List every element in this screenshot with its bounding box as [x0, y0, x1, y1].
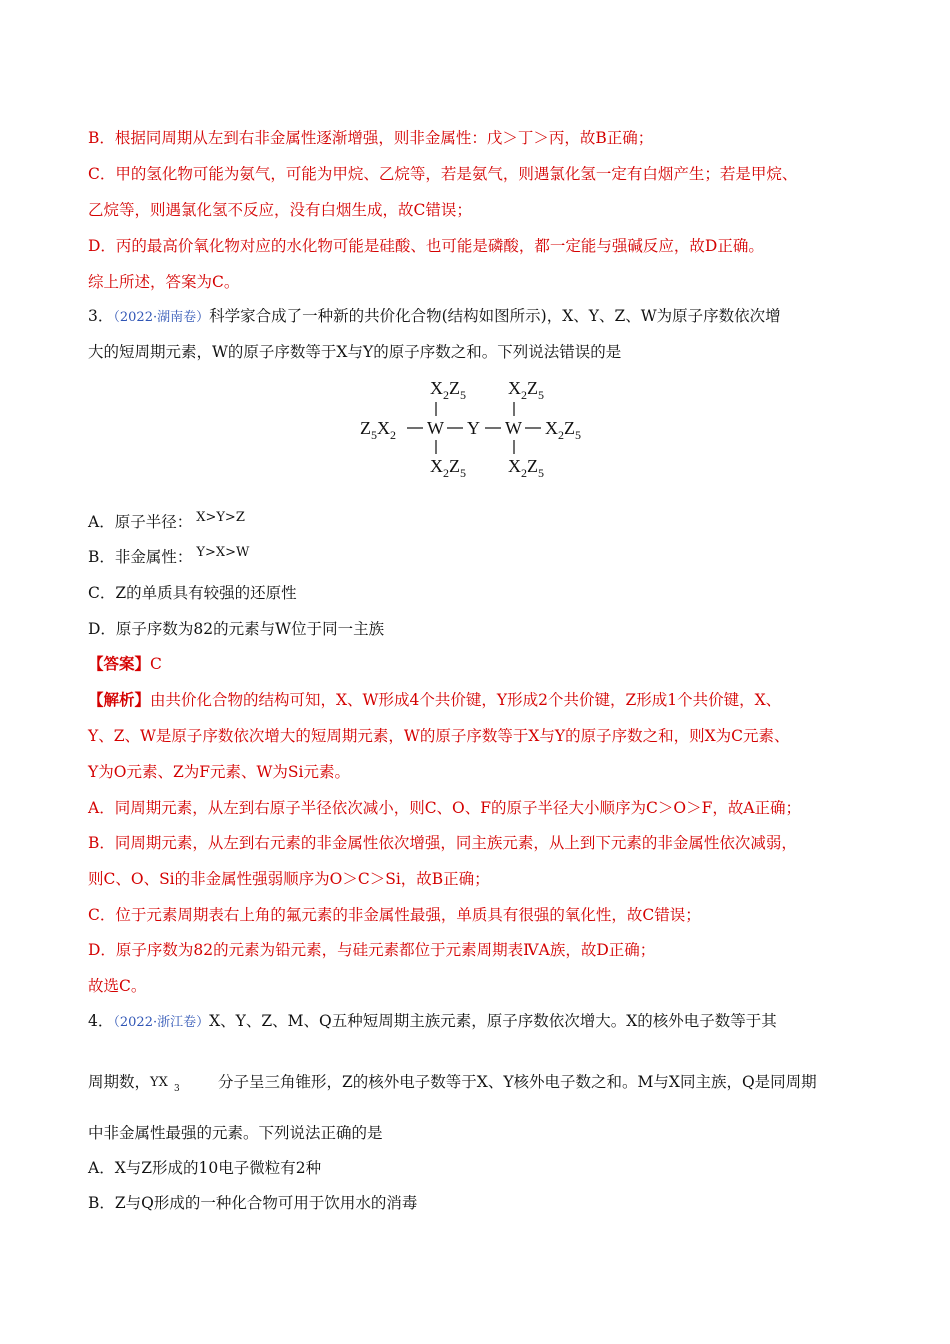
q3-option-a: A．原子半径： $^{X>Y>Z}$ — [88, 510, 245, 531]
q3-option-a-value: X>Y>Z — [196, 510, 245, 525]
structure-bottom-right-group: $X_2Z_5$ — [508, 456, 544, 480]
q3-stem-line-2: 大的短周期元素，W的原子序数等于X与Y的原子序数之和。下列说法错误的是 — [88, 343, 622, 361]
answer-value: C — [150, 655, 162, 673]
q4-stem-line-1 — [88, 1011, 777, 1033]
q4-stem-line-3: 中非金属性最强的元素。下列说法正确的是 — [88, 1124, 383, 1142]
q3-option-d: D．原子序数为82的元素与W位于同一主族 — [88, 620, 385, 638]
q4-source: （2022·浙江卷） — [113, 1015, 210, 1030]
q3-stem-text: 科学家合成了一种新的共价化合物(结构如图所示)，X、Y、Z、W为原子序数依次增 — [209, 307, 781, 325]
q3-option-c: C．Z的单质具有较强的还原性 — [88, 584, 297, 602]
q4-option-b: B．Z与Q形成的一种化合物可用于饮用水的消毒 — [88, 1194, 418, 1212]
q3-answer — [88, 654, 162, 674]
structure-right-group: $X_2Z_5$ — [545, 418, 581, 442]
q3-analysis-line-2: Y、Z、W是原子序数依次增大的短周期元素，W的原子序数等于X与Y的原子序数之和，则X为C元素、 — [88, 727, 790, 745]
q4-stem-line-2: 周期数， YX 3 分子呈三角锥形，Z的核外电子数等于X、Y核外电子数之和。M与X同主族，Q是同周期 — [88, 1073, 817, 1094]
q3-analysis-line-3: Y为O元素、Z为F元素、W为Si元素。 — [88, 763, 350, 781]
structure-top-right-group: $X_2Z_5$ — [508, 378, 544, 402]
q3-analysis-option-b-1: B．同周期元素，从左到右元素的非金属性依次增强，同主族元素，从上到下元素的非金属性依次减弱， — [88, 834, 797, 852]
structure-top-left-group: $X_2Z_5$ — [430, 378, 466, 402]
q3-analysis-line-1: 【解析】由共价化合物的结构可知，X、W形成4个共价键，Y形成2个共价键，Z形成1个共价键，X、 — [88, 690, 782, 709]
answer-tag: 【答案】 — [88, 654, 151, 673]
structure-left-group: $Z_5X_2$ — [360, 418, 396, 442]
q4-stem-text: X、Y、Z、M、Q五种短周期主族元素，原子序数依次增大。X的核外电子数等于其 — [209, 1012, 777, 1030]
q4-option-a: A．X与Z形成的10电子微粒有2种 — [88, 1159, 322, 1177]
structure-bottom-left-group: $X_2Z_5$ — [430, 456, 466, 480]
q4-number: 4． — [88, 1012, 114, 1030]
q3-analysis-option-d: D．原子序数为82的元素为铅元素，与硅元素都位于元素周期表ⅣA族，故D正确； — [88, 941, 656, 959]
q3-option-b: B．非金属性： $^{Y>X>W}$ — [88, 545, 250, 566]
q3-source: （2022·湖南卷） — [113, 310, 210, 325]
q3-analysis-option-c: C．位于元素周期表右上角的氟元素的非金属性最强，单质具有很强的氧化性，故C错误； — [88, 906, 701, 924]
q3-option-b-value: Y>X>W — [196, 545, 250, 560]
q3-structure-diagram — [355, 372, 605, 487]
q3-analysis-option-a: A．同周期元素，从左到右原子半径依次减小，则C、O、F的原子半径大小顺序为C＞O＞F，故A正确； — [88, 799, 802, 817]
prev-summary: 综上所述，答案为C。 — [88, 273, 240, 291]
q3-number: 3． — [88, 307, 114, 325]
prev-option-b-explanation: B．根据同周期从左到右非金属性逐渐增强，则非金属性：戊＞丁＞丙，故B正确； — [88, 129, 654, 147]
prev-option-c-explanation-1: C．甲的氢化物可能为氨气，可能为甲烷、乙烷等，若是氨气，则遇氯化氢一定有白烟产生；若是甲烷、 — [88, 165, 798, 183]
analysis-tag: 【解析】 — [88, 690, 151, 709]
q3-stem-line-1 — [88, 306, 781, 328]
structure-y: Y — [467, 418, 480, 438]
prev-option-d-explanation: D．丙的最高价氧化物对应的水化物可能是硅酸、也可能是磷酸，都一定能与强碱反应，故D正确。 — [88, 237, 764, 255]
q3-analysis-conclusion: 故选C。 — [88, 977, 147, 995]
structure-w-right: W — [505, 418, 522, 438]
q3-analysis-option-b-2: 则C、O、Si的非金属性强弱顺序为O＞C＞Si，故B正确； — [88, 870, 490, 888]
structure-w-left: W — [427, 418, 444, 438]
prev-option-c-explanation-2: 乙烷等，则遇氯化氢不反应，没有白烟生成，故C错误； — [88, 201, 472, 219]
